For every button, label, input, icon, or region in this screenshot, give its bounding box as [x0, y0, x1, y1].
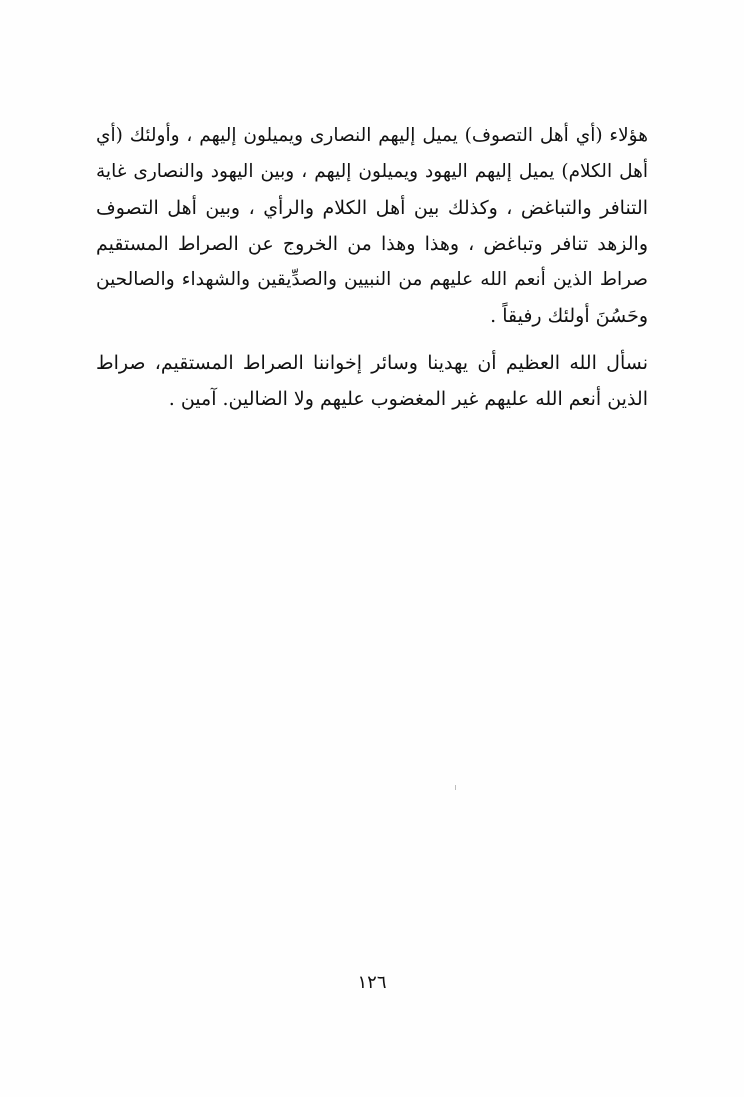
paragraph-line: الذين أنعم الله عليهم غير المغضوب عليهم ولا الضالين. آمين .: [168, 388, 648, 410]
paragraph-line: أهل الكلام) يميل إليهم اليهود ويميلون إليهم ، وبين اليهود والنصارى غاية: [96, 161, 648, 182]
paragraph-2: [96, 345, 648, 417]
page-number: ١٢٦: [357, 972, 387, 993]
paragraph-line: صراط الذين أنعم الله عليهم من النبيين والصدِّيقين والشهداء والصالحين: [96, 269, 648, 290]
scan-speck: [455, 785, 456, 790]
paragraph-1: [96, 118, 648, 334]
paragraph-line: هؤلاء (أي أهل التصوف) يميل إليهم النصارى ويميلون إليهم ، وأولئك (أي: [96, 125, 648, 146]
paragraph-line: نسأل الله العظيم أن يهدينا وسائر إخواننا الصراط المستقيم، صراط: [96, 352, 648, 374]
paragraph-line: التنافر والتباغض ، وكذلك بين أهل الكلام والرأي ، وبين أهل التصوف: [96, 197, 648, 219]
paragraph-line: وحَسُنَ أولئك رفيقاً .: [490, 305, 648, 327]
paragraph-line: والزهد تنافر وتباغض ، وهذا وهذا من الخروج عن الصراط المستقيم: [96, 233, 649, 255]
